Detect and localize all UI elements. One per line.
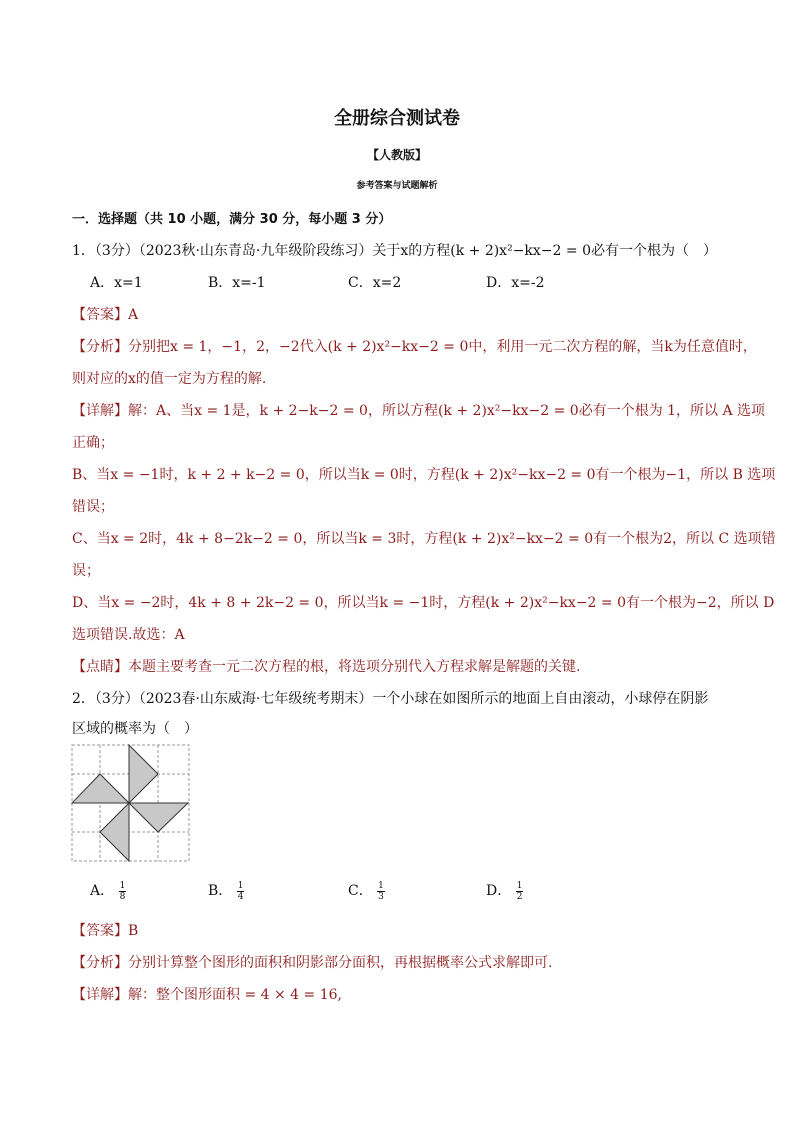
fraction-denominator: 4 xyxy=(237,891,244,902)
q2-analysis-line xyxy=(72,952,552,972)
shaded-triangle-bottom xyxy=(100,803,129,861)
document-title: 全册综合测试卷 xyxy=(334,108,460,129)
fraction xyxy=(119,881,127,902)
q1-detail-line-5: C、当x = 2时，4k + 8−2k−2 = 0，所以当k = 3时，方程(k + 2)x²−kx−2 = 0有一个根为2，所以 C 选项错 xyxy=(72,531,776,547)
option-letter: A． xyxy=(90,883,115,899)
fraction xyxy=(237,881,245,902)
answer-note: 参考答案与试题解析 xyxy=(356,181,438,191)
analysis-text: 分别把x = 1，−1，2，−2代入(k + 2)x²−kx−2 = 0中，利用一元二次方程的解，当k为任意值时， xyxy=(128,339,757,355)
option-letter: D． xyxy=(486,883,512,899)
fraction-numerator: 1 xyxy=(378,880,384,891)
q2-option-b xyxy=(208,880,244,902)
fraction xyxy=(516,881,524,902)
q2-option-c xyxy=(348,880,385,902)
comment-text: 本题主要考查一元二次方程的根，将选项分别代入方程求解是解题的关键. xyxy=(128,659,581,675)
q1-detail-line-1 xyxy=(72,400,765,420)
answer-value: B xyxy=(128,923,139,939)
detail-tag: 【详解】 xyxy=(72,403,128,419)
q2-stem-line-1: 2．（3分）（2023春·山东威海·七年级统考期末）一个小球在如图所示的地面上自由滚动，小球停在阴影 xyxy=(72,691,709,707)
q1-detail-line-7: D、当x = −2时，4k + 8 + 2k−2 = 0，所以当k = −1时，方程(k + 2)x²−kx−2 = 0有一个根为−2，所以 D xyxy=(72,595,775,611)
comment-tag: 【点睛】 xyxy=(72,659,128,675)
analysis-text: 分别计算整个图形的面积和阴影部分面积，再根据概率公式求解即可. xyxy=(128,955,553,971)
fraction-numerator: 1 xyxy=(119,880,126,891)
answer-value: A xyxy=(128,307,139,323)
q1-analysis-line-1 xyxy=(72,336,757,356)
pinwheel-grid-figure xyxy=(71,744,191,862)
fraction-denominator: 3 xyxy=(378,891,384,902)
option-letter: B． xyxy=(208,883,233,899)
q1-detail-line-6: 误； xyxy=(72,563,100,579)
q2-option-a xyxy=(90,880,126,902)
edition-label: 【人教版】 xyxy=(366,148,427,162)
q1-comment-line xyxy=(72,656,580,676)
detail-text: 解：A、当x = 1是，k + 2−k−2 = 0，所以方程(k + 2)x²−kx−2 = 0必有一个根为 1，所以 A 选项 xyxy=(128,403,766,419)
answer-tag: 【答案】 xyxy=(72,923,128,939)
q2-detail-line xyxy=(72,984,342,1004)
shaded-triangle-right xyxy=(129,803,188,832)
q1-option-c: C．x=2 xyxy=(348,275,402,291)
q1-option-a: A．x=1 xyxy=(90,275,143,291)
q1-stem: 1．（3分）（2023秋·山东青岛·九年级阶段练习）关于x的方程(k + 2)x²−kx−2 = 0必有一个根为（ ） xyxy=(72,243,717,259)
q1-detail-line-4: 错误； xyxy=(72,499,114,515)
fraction-numerator: 1 xyxy=(516,880,523,891)
q1-option-d: D．x=-2 xyxy=(486,275,545,291)
q1-detail-line-8: 选项错误.故选：A xyxy=(72,627,185,643)
detail-tag: 【详解】 xyxy=(72,987,128,1003)
q1-detail-line-2: 正确； xyxy=(72,435,114,451)
shaded-triangles xyxy=(72,745,188,861)
fraction-denominator: 8 xyxy=(119,891,126,902)
fraction-numerator: 1 xyxy=(237,880,244,891)
q2-answer-line xyxy=(72,920,138,940)
analysis-tag: 【分析】 xyxy=(72,339,128,355)
q2-option-d xyxy=(486,880,523,902)
fraction xyxy=(377,881,385,902)
q1-analysis-line-2: 则对应的x的值一定为方程的解. xyxy=(72,371,267,387)
shaded-triangle-left xyxy=(72,774,129,803)
fraction-denominator: 2 xyxy=(516,891,523,902)
detail-text: 解：整个图形面积 = 4 × 4 = 16, xyxy=(128,987,342,1003)
answer-tag: 【答案】 xyxy=(72,307,128,323)
q1-option-b: B．x=-1 xyxy=(208,275,266,291)
q1-detail-line-3: B、当x = −1时，k + 2 + k−2 = 0，所以当k = 0时，方程(k + 2)x²−kx−2 = 0有一个根为−1，所以 B 选项 xyxy=(72,467,776,483)
q1-answer-line xyxy=(72,304,138,324)
shaded-triangle-top xyxy=(129,745,158,803)
analysis-tag: 【分析】 xyxy=(72,955,128,971)
option-letter: C． xyxy=(348,883,373,899)
section-heading: 一．选择题（共 10 小题，满分 30 分，每小题 3 分） xyxy=(72,212,392,227)
q2-stem-line-2: 区域的概率为（ ） xyxy=(72,721,198,737)
